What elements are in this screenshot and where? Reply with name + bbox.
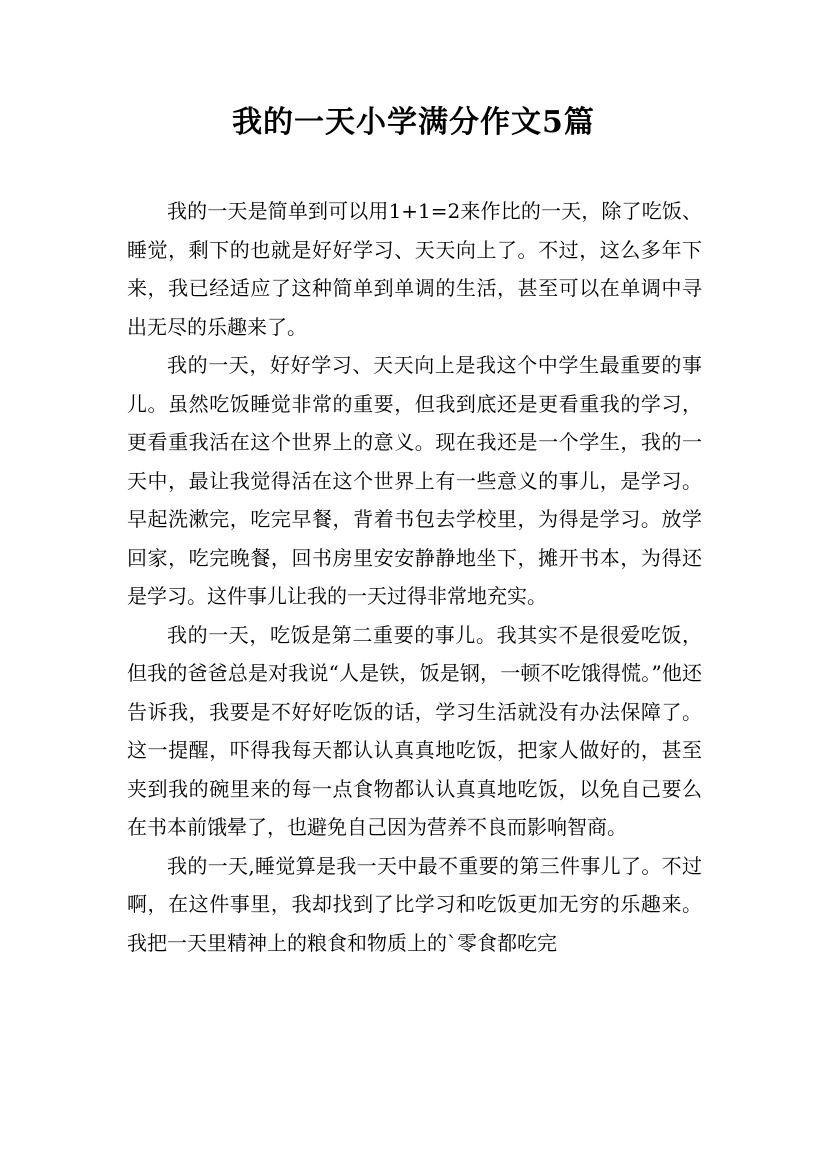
paragraph-2: 我的一天，好好学习、天天向上是我这个中学生最重要的事儿。虽然吃饭睡觉非常的重要，但我到底还是更看重我的学习，更看重我活在这个世界上的意义。现在我还是一个学生，我的一天中，最让我觉得活在这个世界上有一些意义的事儿，是学习。早起洗漱完，吃完早餐，背着书包去学校里，为得是学习。放学回家，吃完晚餐，回书房里安安静静地坐下，摊开书本，为得还是学习。这件事儿让我的一天过得非常地充实。 (127, 353, 702, 608)
document-title: 我的一天小学满分作文5篇 (232, 105, 595, 140)
paragraph-3: 我的一天，吃饭是第二重要的事儿。我其实不是很爱吃饭，但我的爸爸总是对我说“人是铁，饭是钢，一顿不吃饿得慌。”他还告诉我，我要是不好好吃饭的话，学习生活就没有办法保障了。这一提醒，吓得我每天都认认真真地吃饭，把家人做好的，甚至夹到我的碗里来的每一点食物都认认真真地吃饭，以免自己要么在书本前饿晕了，也避免自己因为营养不良而影响智商。 (127, 622, 702, 839)
paragraph-1: 我的一天是简单到可以用1+1=2来作比的一天，除了吃饭、睡觉，剩下的也就是好好学习、天天向上了。不过，这么多年下来，我已经适应了这种简单到单调的生活，甚至可以在单调中寻出无尽的乐趣来了。 (127, 199, 702, 339)
paragraph-4: 我的一天,睡觉算是我一天中最不重要的第三件事儿了。不过啊，在这件事里，我却找到了比学习和吃饭更加无穷的乐趣来。我把一天里精神上的粮食和物质上的`零食都吃完 (127, 853, 702, 955)
document-body (127, 192, 702, 962)
